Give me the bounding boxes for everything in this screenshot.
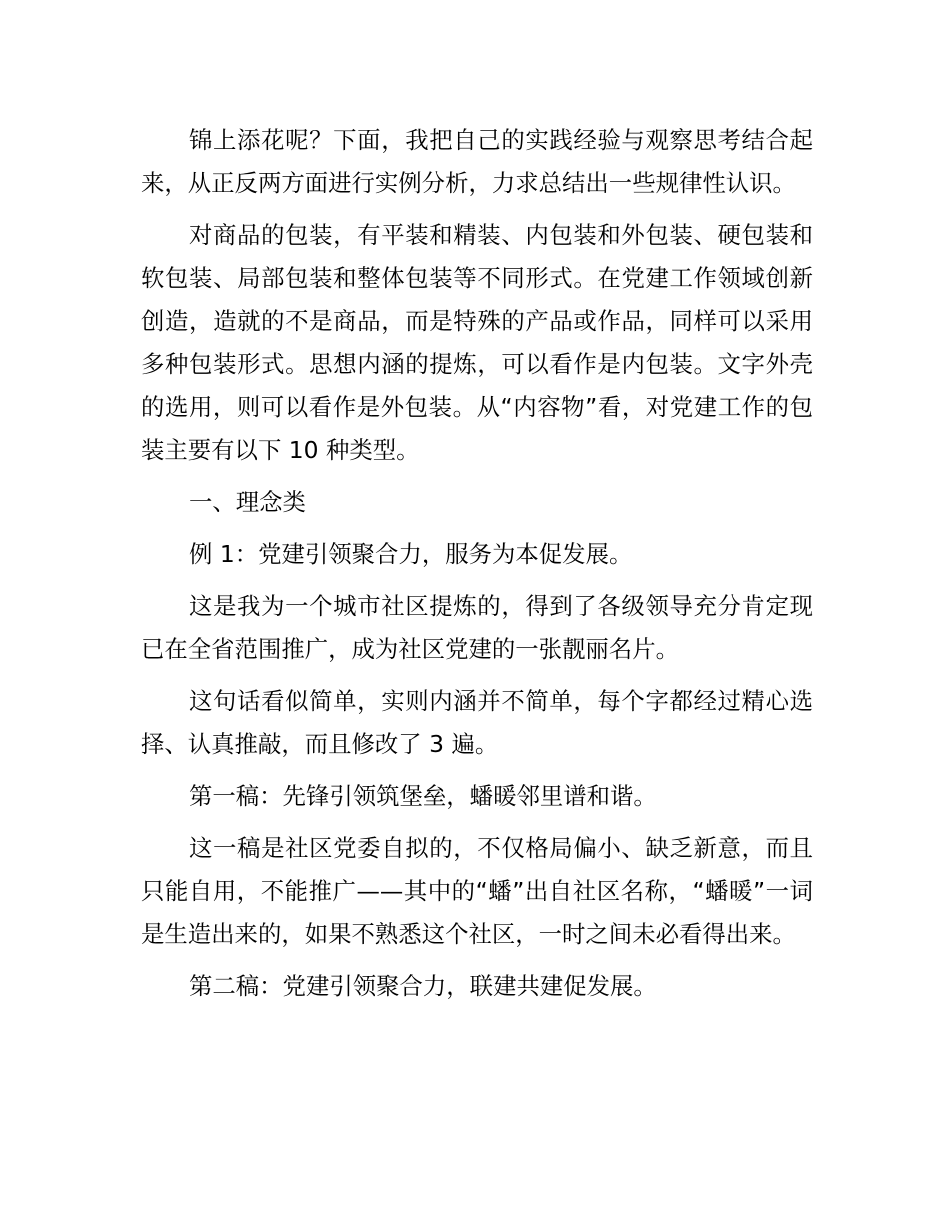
document-page xyxy=(141,119,813,1017)
paragraph-intro: 锦上添花呢？下面，我把自己的实践经验与观察思考结合起来，从正反两方面进行实例分析，力求总结出一些规律性认识。 xyxy=(141,126,813,197)
section-heading-concept: 一、理念类 xyxy=(189,488,306,516)
paragraph-draft-2: 第二稿：党建引领聚合力，联建共建促发展。 xyxy=(189,972,657,1000)
paragraph-example-1: 例 1：党建引领聚合力，服务为本促发展。 xyxy=(189,540,633,568)
paragraph-example-1-context: 这是我为一个城市社区提炼的，得到了各级领导充分肯定现已在全省范围推广，成为社区党建的一张靓丽名片。 xyxy=(141,592,813,663)
paragraph-packaging-types: 对商品的包装，有平装和精装、内包装和外包装、硬包装和软包装、局部包装和整体包装等不同形式。在党建工作领域创新创造，造就的不是商品，而是特殊的产品或作品，同样可以采用多种包装形式。思想内涵的提炼，可以看作是内包装。文字外壳的选用，则可以看作是外包装。从“内容物”看，对党建工作的包装主要有以下 10 种类型。 xyxy=(141,221,813,464)
paragraph-example-1-revisions: 这句话看似简单，实则内涵并不简单，每个字都经过精心选择、认真推敲，而且修改了 3 遍。 xyxy=(141,687,813,758)
paragraph-draft-1: 第一稿：先锋引领筑堡垒，蟠暖邻里谱和谐。 xyxy=(189,782,657,810)
paragraph-draft-1-critique: 这一稿是社区党委自拟的，不仅格局偏小、缺乏新意，而且只能自用，不能推广——其中的“蟠”出自社区名称，“蟠暖”一词是生造出来的，如果不熟悉这个社区，一时之间未必看得出来。 xyxy=(141,834,813,948)
